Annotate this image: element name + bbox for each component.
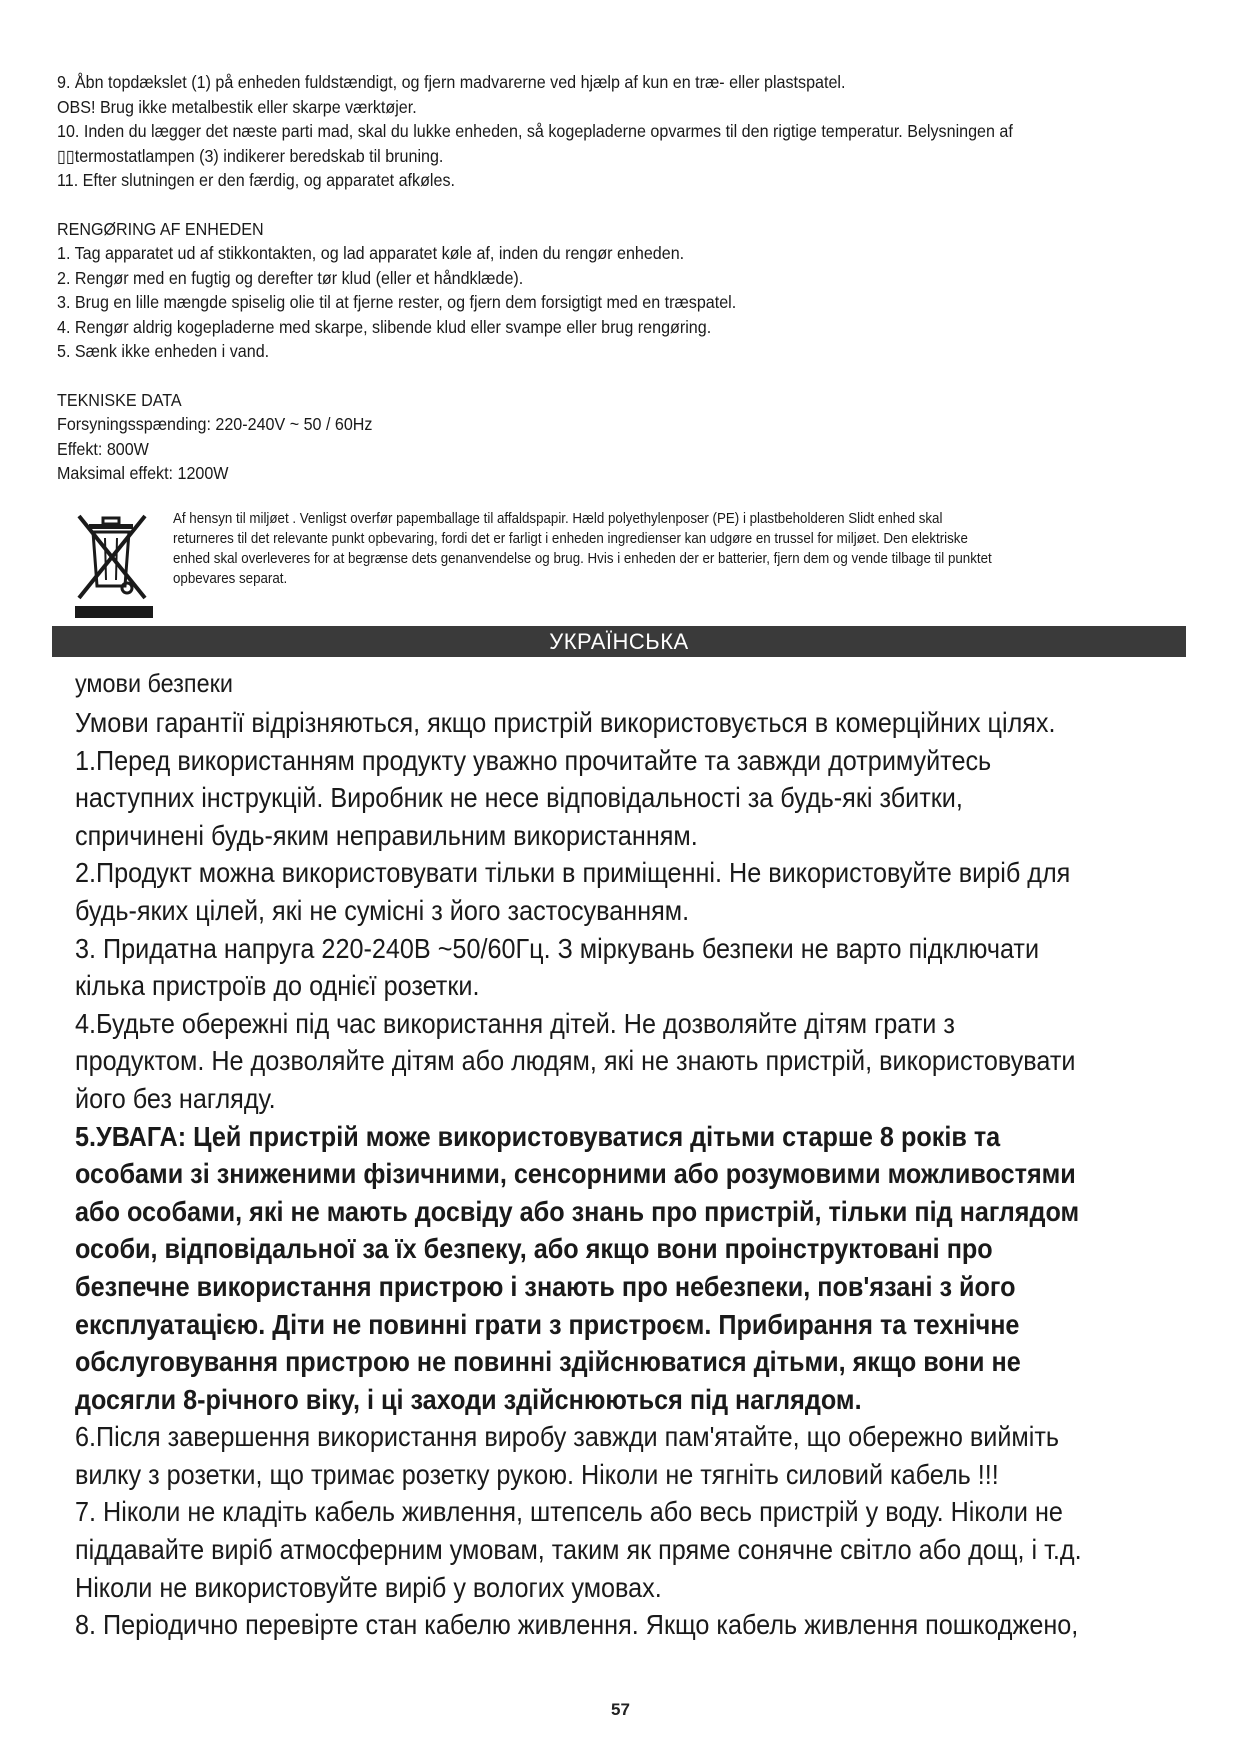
ua-line: 1.Перед використанням продукту уважно прочитайте та завжди дотримуйтесь [75,744,992,776]
ua-line: 3. Придатна напруга 220-240В ~50/60Гц. З міркувань безпеки не варто підключати [75,932,1040,964]
warning-line: 5.УВАГА: Цей пристрій може використовуватися дітьми старше 8 років та [75,1120,1001,1152]
page-number: 57 [611,1700,630,1719]
ua-line: вилку з розетки, що тримає розетку рукою. Ніколи не тягніть силовий кабель !!! [75,1458,999,1490]
warning-line: особами зі зниженими фізичними, сенсорними або розумовими можливостями [75,1158,1076,1190]
warning-line: безпечне використання пристрою і знають про небезпеки, пов'язані з його [75,1270,1016,1302]
crossed-out-wheelie-bin-icon [75,510,155,620]
dk-line: Forsyningsspænding: 220-240V ~ 50 / 60Hz [57,414,373,434]
recycle-line: enhed skal overleveres for at begrænse dets genanvendelse og brug. Hvis i enheden der er batterier, fjern dem og vende tilbage til punktet [173,551,992,567]
dk-line: 11. Efter slutningen er den færdig, og apparatet afkøles. [57,170,455,190]
dk-line: OBS! Brug ikke metalbestik eller skarpe værktøjer. [57,96,417,117]
tech-title: TEKNISKE DATA [57,389,182,410]
ua-line: спричинені будь-яким неправильним використанням. [75,819,698,851]
recycling-notice [173,509,1185,589]
ua-line: будь-яких цілей, які не сумісні з його застосуванням. [75,894,690,926]
dk-line: ▯▯termostatlampen (3) indikerer beredskab til bruning. [57,145,444,166]
ua-line: продуктом. Не дозволяйте дітям або людям, які не знають пристрій, використовувати [75,1045,1076,1077]
dk-line: 3. Brug en lille mængde spiselig olie til at fjerne rester, og fjern dem forsigtigt med en træspatel. [57,292,737,312]
ua-line: 7. Ніколи не кладіть кабель живлення, штепсель або весь пристрій у воду. Ніколи не [75,1496,1063,1528]
safety-subheading: умови безпеки [75,668,233,698]
dk-line: 9. Åbn topdækslet (1) på enheden fuldstændigt, og fjern madvarerne ved hjælp af kun en træ- eller plastspatel. [57,72,846,92]
recycle-line: returneres til det relevante punkt opbevaring, fordi det er farligt i enheden ingredienser kan udgøre en trussel for miljøet. Den elektriske [173,531,968,547]
warning-line: особи, відповідальної за їх безпеку, або якщо вони проінструктовані про [75,1233,993,1265]
warning-line: досягли 8-річного віку, і ці заходи здійснюються під наглядом. [75,1383,862,1415]
dk-line: Effekt: 800W [57,438,149,459]
ua-line: 8. Періодично перевірте стан кабелю живлення. Якщо кабель живлення пошкоджено, [75,1609,1079,1641]
dk-line: 10. Inden du lægger det næste parti mad, skal du lukke enheden, så kogepladerne opvarmes til den rigtige temperatur. Belysningen af [57,121,1013,141]
language-header-title: УКРАЇНСЬКА [549,629,689,654]
dk-line: 1. Tag apparatet ud af stikkontakten, og lad apparatet køle af, inden du rengør enheden. [57,243,685,263]
warning-line: або особами, які не мають досвіду або знань про пристрій, тільки під наглядом [75,1195,1080,1227]
ua-line: наступних інструкцій. Виробник не несе відповідальності за будь-які збитки, [75,782,963,814]
dk-line: 4. Rengør aldrig kogepladerne med skarpe, slibende klud eller svampe eller brug rengøring. [57,316,712,337]
ua-line: 6.Після завершення використання виробу завжди пам'ятайте, що обережно вийміть [75,1421,1060,1453]
ua-line: піддавайте виріб атмосферним умовам, таким як пряме сонячне світло або дощ, і т.д. [75,1534,1082,1566]
warning-line: обслуговування пристрою не повинні здійснюватися дітьми, якщо вони не [75,1346,1021,1378]
ua-line: його без нагляду. [75,1082,276,1114]
cleaning-title: RENGØRING AF ENHEDEN [57,218,264,239]
recycle-line: opbevares separat. [173,571,288,587]
ua-line: 4.Будьте обережні під час використання дітей. Не дозволяйте дітям грати з [75,1007,955,1039]
ua-line: кілька пристроїв до однієї розетки. [75,970,480,1002]
ukrainian-section [75,666,1241,1644]
language-header-bar [52,626,1186,657]
recycle-line: Af hensyn til miljøet . Venligst overfør papemballage til affaldspapir. Hæld polyethylenposer (PE) i plastbeholderen Slidt enhed skal [173,511,943,527]
warning-line: експлуатацією. Діти не повинні грати з пристроєм. Прибирання та технічне [75,1308,1020,1340]
dk-line: 5. Sænk ikke enheden i vand. [57,341,270,361]
ua-line: Ніколи не використовуйте виріб у вологих умовах. [75,1571,662,1603]
dk-line: Maksimal effekt: 1200W [57,463,229,483]
dk-line: 2. Rengør med en fugtig og derefter tør klud (eller et håndklæde). [57,267,524,288]
ua-line: 2.Продукт можна використовувати тільки в приміщенні. Не використовуйте виріб для [75,857,1071,889]
ua-line: Умови гарантії відрізняються, якщо пристрій використовується в комерційних цілях. [75,707,1056,738]
danish-section [57,70,1179,486]
